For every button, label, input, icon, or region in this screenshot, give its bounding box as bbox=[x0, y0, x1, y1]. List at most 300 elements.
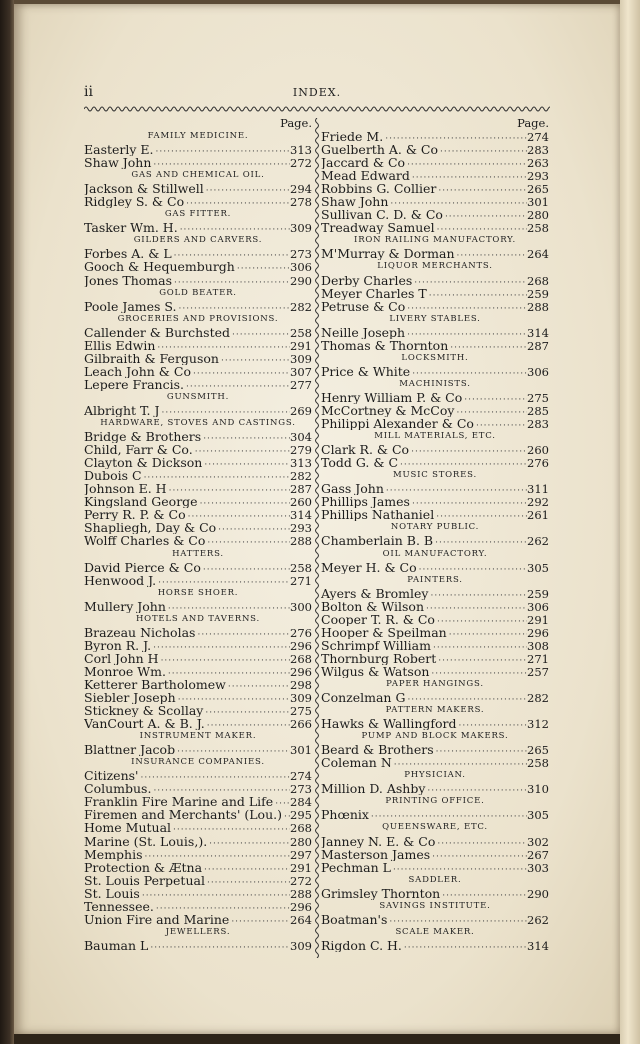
index-entry bbox=[321, 456, 549, 469]
index-entry bbox=[321, 208, 549, 221]
dot-leader bbox=[156, 577, 290, 587]
dot-leader bbox=[155, 342, 290, 352]
dot-leader bbox=[143, 851, 291, 861]
entry-name: VanCourt A. & B. J. bbox=[84, 717, 205, 731]
dot-leader bbox=[454, 407, 527, 417]
entry-name: M'Murray & Dorman bbox=[321, 247, 455, 261]
dot-leader bbox=[178, 224, 290, 234]
entry-name: Shaw John bbox=[84, 156, 152, 170]
entry-name: Stickney & Scollay bbox=[84, 704, 204, 718]
dot-leader bbox=[205, 537, 290, 547]
index-entry bbox=[84, 665, 312, 678]
entry-name: Guelberth A. & Co bbox=[321, 143, 439, 157]
dot-leader bbox=[388, 198, 527, 208]
entry-name: Shaw John bbox=[321, 195, 389, 209]
dot-leader bbox=[428, 590, 527, 600]
entry-name: Clark R. & Co bbox=[321, 443, 410, 457]
index-entry bbox=[321, 587, 549, 600]
entry-name: Dubois C bbox=[84, 469, 142, 483]
entry-name: Ellis Edwin bbox=[84, 338, 156, 352]
entry-name: St. Louis Perpetual bbox=[84, 873, 205, 887]
category-heading: SAVINGS INSTITUTE. bbox=[379, 900, 491, 911]
dot-leader bbox=[226, 681, 290, 691]
entry-name: Philippi Alexander & Co bbox=[321, 417, 474, 431]
entry-name: Siebler Joseph bbox=[84, 691, 176, 705]
category-heading: PAINTERS. bbox=[407, 574, 463, 585]
entry-page-number: 265 bbox=[527, 182, 549, 196]
entry-page-number: 305 bbox=[527, 560, 549, 574]
entry-page-number: 259 bbox=[527, 286, 549, 300]
index-entry bbox=[321, 339, 549, 352]
index-entry bbox=[84, 339, 312, 352]
dot-leader bbox=[429, 668, 527, 678]
index-entry bbox=[84, 430, 312, 443]
dot-leader bbox=[427, 290, 527, 300]
entry-page-number: 303 bbox=[527, 860, 549, 874]
category-heading: HOTELS AND TAVERNS. bbox=[135, 613, 261, 624]
dot-leader bbox=[191, 368, 290, 378]
entry-page-number: 280 bbox=[527, 208, 549, 222]
index-entry bbox=[84, 600, 312, 613]
index-entry bbox=[84, 404, 312, 417]
dot-leader bbox=[410, 368, 527, 378]
dot-leader bbox=[434, 511, 527, 521]
dot-leader bbox=[405, 159, 527, 169]
book-spine-shadow bbox=[0, 0, 14, 1044]
index-entry bbox=[321, 508, 549, 521]
entry-name: Treadway Samuel bbox=[321, 221, 435, 235]
entry-name: Ridgley S. & Co bbox=[84, 195, 185, 209]
entry-page-number: 280 bbox=[290, 834, 312, 848]
entry-name: Todd G. & C bbox=[321, 456, 399, 470]
dot-leader bbox=[405, 329, 527, 339]
dot-leader bbox=[172, 277, 290, 287]
entry-name: Perry R. P. & Co bbox=[84, 508, 186, 522]
entry-page-number: 264 bbox=[290, 912, 312, 926]
entry-page-number: 314 bbox=[527, 325, 549, 339]
index-entry bbox=[84, 574, 312, 587]
index-entry bbox=[321, 756, 549, 769]
index-entry bbox=[321, 613, 549, 626]
index-entry bbox=[84, 887, 312, 900]
entry-page-number: 300 bbox=[290, 599, 312, 613]
entry-page-number: 283 bbox=[527, 143, 549, 157]
entry-page-number: 312 bbox=[527, 717, 549, 731]
index-entries bbox=[84, 130, 312, 952]
entry-page-number: 284 bbox=[290, 795, 312, 809]
category-heading: FAMILY MEDICINE. bbox=[147, 131, 249, 141]
index-entry bbox=[321, 665, 549, 678]
entry-page-number: 295 bbox=[290, 808, 312, 822]
entry-name: Petruse & Co bbox=[321, 299, 406, 313]
entry-page-number: 290 bbox=[527, 886, 549, 900]
dot-leader bbox=[457, 720, 528, 730]
dot-leader bbox=[425, 785, 527, 795]
entry-name: Forbes A. & L bbox=[84, 247, 172, 261]
dot-leader bbox=[438, 146, 527, 156]
dot-leader bbox=[436, 185, 527, 195]
index-entry bbox=[321, 391, 549, 404]
index-entry bbox=[321, 300, 549, 313]
entry-name: Callender & Burchsted bbox=[84, 325, 231, 339]
dot-leader bbox=[398, 459, 527, 469]
index-entry bbox=[321, 443, 549, 456]
category-heading: JEWELLERS. bbox=[165, 926, 231, 937]
entry-page-number: 258 bbox=[290, 560, 312, 574]
index-entry bbox=[321, 417, 549, 430]
dot-leader bbox=[448, 342, 527, 352]
category-heading: MILL MATERIALS, ETC. bbox=[374, 431, 496, 442]
entry-page-number: 296 bbox=[290, 899, 312, 913]
index-entry bbox=[321, 169, 549, 182]
entry-page-number: 282 bbox=[527, 691, 549, 705]
index-entry bbox=[84, 782, 312, 795]
entry-page-number: 276 bbox=[290, 625, 312, 639]
entry-name: Clayton & Dickson bbox=[84, 456, 203, 470]
entry-page-number: 306 bbox=[527, 364, 549, 378]
entry-page-number: 273 bbox=[290, 247, 312, 261]
entry-name: Neille Joseph bbox=[321, 325, 406, 339]
entry-page-number: 260 bbox=[527, 443, 549, 457]
index-entry bbox=[84, 652, 312, 665]
entry-name: Janney N. E. & Co bbox=[321, 834, 436, 848]
index-entry bbox=[84, 913, 312, 926]
entry-page-number: 296 bbox=[290, 664, 312, 678]
index-entry bbox=[84, 156, 312, 169]
entry-name: Henry William P. & Co bbox=[321, 390, 463, 404]
index-entry bbox=[84, 378, 312, 391]
index-entry bbox=[84, 795, 312, 808]
entry-page-number: 258 bbox=[527, 756, 549, 770]
index-entry bbox=[84, 482, 312, 495]
page-number: ii bbox=[84, 84, 93, 100]
entry-page-number: 288 bbox=[527, 299, 549, 313]
index-entry bbox=[84, 626, 312, 639]
entry-name: Gilbraith & Ferguson bbox=[84, 351, 219, 365]
entry-name: Cooper T. R. & Co bbox=[321, 612, 435, 626]
page-header bbox=[84, 84, 550, 104]
category-heading: HARDWARE, STOVES AND CASTINGS. bbox=[100, 418, 296, 429]
entry-page-number: 276 bbox=[527, 456, 549, 470]
entry-name: Coleman N bbox=[321, 756, 392, 770]
dot-leader bbox=[151, 642, 290, 652]
entry-name: Tasker Wm. H. bbox=[84, 221, 178, 235]
dot-leader bbox=[433, 537, 527, 547]
dot-leader bbox=[171, 824, 290, 834]
entry-page-number: 271 bbox=[290, 573, 312, 587]
entry-name: Gass John bbox=[321, 482, 384, 496]
entry-name: Marine (St. Louis,). bbox=[84, 834, 208, 848]
entry-page-number: 291 bbox=[527, 612, 549, 626]
index-entry bbox=[84, 821, 312, 834]
dot-leader bbox=[391, 864, 527, 874]
dot-leader bbox=[195, 629, 290, 639]
entry-page-number: 257 bbox=[527, 664, 549, 678]
index-entry bbox=[84, 260, 312, 273]
entry-page-number: 313 bbox=[290, 143, 312, 157]
entry-page-number: 262 bbox=[527, 912, 549, 926]
index-entry bbox=[84, 534, 312, 547]
dot-leader bbox=[273, 798, 290, 808]
entry-name: Columbus. bbox=[84, 782, 152, 796]
entry-page-number: 301 bbox=[290, 743, 312, 757]
index-entry bbox=[84, 848, 312, 861]
dot-leader bbox=[384, 485, 527, 495]
category-heading: SADDLER. bbox=[408, 874, 462, 885]
index-entry bbox=[84, 221, 312, 234]
dot-leader bbox=[424, 603, 527, 613]
entry-name: Hooper & Speilman bbox=[321, 625, 447, 639]
index-entry bbox=[84, 443, 312, 456]
entry-page-number: 282 bbox=[290, 469, 312, 483]
entry-name: Henwood J. bbox=[84, 573, 157, 587]
dot-leader bbox=[203, 707, 290, 717]
entry-name: Pechman L bbox=[321, 860, 391, 874]
index-entry bbox=[321, 534, 549, 547]
entry-name: Wilgus & Watson bbox=[321, 664, 430, 678]
entry-page-number: 296 bbox=[527, 625, 549, 639]
index-entry bbox=[84, 874, 312, 887]
index-entry bbox=[321, 143, 549, 156]
index-entry bbox=[84, 561, 312, 574]
dot-leader bbox=[409, 446, 527, 456]
entry-page-number: 272 bbox=[290, 873, 312, 887]
index-entry bbox=[84, 326, 312, 339]
dot-leader bbox=[431, 642, 527, 652]
dot-leader bbox=[184, 198, 290, 208]
entry-page-number: 309 bbox=[290, 351, 312, 365]
category-heading: PUMP AND BLOCK MAKERS. bbox=[361, 731, 509, 742]
entry-page-number: 291 bbox=[290, 338, 312, 352]
index-entry bbox=[321, 561, 549, 574]
entry-page-number: 293 bbox=[527, 169, 549, 183]
dot-leader bbox=[140, 890, 290, 900]
entry-name: Jaccard & Co bbox=[321, 156, 406, 170]
entry-name: Bauman L bbox=[84, 938, 149, 952]
dot-leader bbox=[440, 890, 527, 900]
entry-name: Schrimpf William bbox=[321, 638, 431, 652]
category-heading: GROCERIES AND PROVISIONS. bbox=[117, 313, 279, 324]
dot-leader bbox=[405, 694, 527, 704]
dot-leader bbox=[235, 263, 290, 273]
entry-page-number: 298 bbox=[290, 677, 312, 692]
dot-leader bbox=[402, 942, 527, 952]
index-entry bbox=[321, 195, 549, 208]
entry-page-number: 275 bbox=[527, 390, 549, 404]
entry-name: Gooch & Hequemburgh bbox=[84, 260, 235, 274]
dot-leader bbox=[369, 811, 527, 821]
index-entry bbox=[321, 691, 549, 704]
entry-page-number: 279 bbox=[290, 443, 312, 457]
entry-page-number: 305 bbox=[527, 808, 549, 822]
dot-leader bbox=[172, 250, 290, 260]
entry-page-number: 261 bbox=[527, 508, 549, 522]
index-entry bbox=[321, 626, 549, 639]
entry-name: Leach John & Co bbox=[84, 364, 191, 378]
entry-page-number: 287 bbox=[527, 338, 549, 352]
index-entry bbox=[321, 887, 549, 900]
category-heading: INSTRUMENT MAKER. bbox=[139, 731, 257, 742]
category-heading: HATTERS. bbox=[172, 548, 224, 559]
index-entry bbox=[84, 143, 312, 156]
index-entry bbox=[321, 247, 549, 260]
index-entry bbox=[321, 600, 549, 613]
dot-leader bbox=[435, 224, 527, 234]
entry-name: Derby Charles bbox=[321, 273, 413, 287]
entry-name: Mead Edward bbox=[321, 169, 410, 183]
index-entry bbox=[321, 287, 549, 300]
entry-page-number: 308 bbox=[527, 638, 549, 652]
entry-page-number: 260 bbox=[290, 495, 312, 509]
dot-leader bbox=[142, 472, 290, 482]
category-heading: GILDERS AND CARVERS. bbox=[133, 235, 263, 246]
entry-page-number: 274 bbox=[290, 769, 312, 783]
dot-leader bbox=[219, 355, 290, 365]
entry-page-number: 258 bbox=[290, 325, 312, 339]
dot-leader bbox=[387, 916, 527, 926]
dot-leader bbox=[417, 564, 527, 574]
dot-leader bbox=[148, 942, 290, 952]
entry-name: David Pierce & Co bbox=[84, 560, 201, 574]
index-entry bbox=[84, 678, 312, 691]
entry-page-number: 310 bbox=[527, 782, 549, 796]
index-entry bbox=[321, 939, 549, 952]
entry-page-number: 266 bbox=[290, 717, 312, 731]
dot-leader bbox=[474, 420, 527, 430]
entry-page-number: 292 bbox=[527, 495, 549, 509]
entry-page-number: 309 bbox=[290, 221, 312, 235]
entry-name: Protection & Ætna bbox=[84, 860, 203, 874]
dot-leader bbox=[412, 277, 527, 287]
entry-name: McCortney & McCoy bbox=[321, 403, 455, 418]
index-entry bbox=[84, 456, 312, 469]
category-heading: IRON RAILING MANUFACTORY. bbox=[354, 235, 516, 246]
entry-page-number: 301 bbox=[527, 195, 549, 209]
wavy-rule bbox=[84, 104, 550, 114]
entry-page-number: 269 bbox=[290, 403, 312, 418]
entry-name: Jackson & Stillwell bbox=[84, 182, 204, 196]
index-entry bbox=[84, 835, 312, 848]
dot-leader bbox=[202, 459, 290, 469]
dot-leader bbox=[205, 720, 290, 730]
entry-page-number: 297 bbox=[290, 847, 312, 861]
entry-page-number: 294 bbox=[290, 182, 312, 196]
entry-page-number: 288 bbox=[290, 534, 312, 548]
dot-leader bbox=[455, 250, 528, 260]
dot-leader bbox=[205, 877, 290, 887]
entry-name: Ayers & Bromley bbox=[321, 586, 429, 600]
entry-name: Blattner Jacob bbox=[84, 743, 176, 757]
entry-name: Thornburg Robert bbox=[321, 651, 437, 665]
dot-leader bbox=[436, 655, 527, 665]
entry-name: Jones Thomas bbox=[84, 273, 173, 287]
column-page-heading: Page. bbox=[280, 116, 312, 130]
index-entry bbox=[84, 365, 312, 378]
dot-leader bbox=[434, 746, 527, 756]
entry-page-number: 267 bbox=[527, 847, 549, 861]
column-page-heading: Page. bbox=[517, 116, 549, 130]
index-entry bbox=[321, 274, 549, 287]
index-column-left bbox=[84, 116, 312, 952]
index-column-right bbox=[321, 116, 549, 952]
entry-page-number: 304 bbox=[290, 430, 312, 444]
entry-name: Phillips James bbox=[321, 495, 410, 509]
entry-page-number: 288 bbox=[290, 886, 312, 900]
entry-name: Thomas & Thornton bbox=[321, 338, 449, 352]
entry-name: Franklin Fire Marine and Life bbox=[84, 795, 274, 809]
entry-name: Meyer H. & Co bbox=[321, 560, 417, 574]
dot-leader bbox=[229, 916, 290, 926]
index-entry bbox=[84, 808, 312, 821]
entry-name: Phillips Nathaniel bbox=[321, 508, 435, 522]
entry-page-number: 287 bbox=[290, 482, 312, 496]
index-entries bbox=[321, 130, 549, 952]
book-bottom-edge bbox=[14, 1034, 620, 1044]
index-entry bbox=[84, 691, 312, 704]
dot-leader bbox=[405, 303, 527, 313]
dot-leader bbox=[138, 772, 290, 782]
entry-name: Hawks & Wallingford bbox=[321, 717, 457, 731]
entry-page-number: 262 bbox=[527, 534, 549, 548]
category-heading: OIL MANUFACTORY. bbox=[382, 548, 488, 559]
index-entry bbox=[321, 848, 549, 861]
dot-leader bbox=[435, 838, 527, 848]
entry-name: Firemen and Merchants' (Lou.) bbox=[84, 808, 282, 822]
category-heading: MACHINISTS. bbox=[399, 378, 471, 389]
index-entry bbox=[84, 469, 312, 482]
entry-page-number: 309 bbox=[290, 691, 312, 705]
dot-leader bbox=[435, 616, 527, 626]
index-entry bbox=[321, 652, 549, 665]
dot-leader bbox=[430, 851, 527, 861]
entry-page-number: 265 bbox=[527, 743, 549, 757]
index-entry bbox=[321, 835, 549, 848]
index-entry bbox=[84, 495, 312, 508]
index-entry bbox=[84, 352, 312, 365]
entry-page-number: 268 bbox=[290, 651, 312, 665]
entry-name: Million D. Ashby bbox=[321, 782, 426, 796]
entry-name: Masterson James bbox=[321, 847, 431, 861]
category-heading: GUNSMITH. bbox=[166, 391, 230, 402]
entry-page-number: 296 bbox=[290, 638, 312, 652]
entry-page-number: 275 bbox=[290, 704, 312, 718]
dot-leader bbox=[198, 498, 290, 508]
entry-name: Union Fire and Marine bbox=[84, 912, 230, 926]
dot-leader bbox=[443, 211, 527, 221]
index-entry bbox=[321, 808, 549, 821]
entry-name: Robbins G. Collier bbox=[321, 182, 437, 196]
dot-leader bbox=[216, 524, 290, 534]
entry-page-number: 274 bbox=[527, 130, 549, 144]
dot-leader bbox=[201, 564, 290, 574]
entry-page-number: 277 bbox=[290, 377, 312, 391]
entry-page-number: 258 bbox=[527, 221, 549, 235]
entry-name: Home Mutual bbox=[84, 821, 172, 835]
dot-leader bbox=[447, 629, 527, 639]
entry-page-number: 314 bbox=[527, 938, 549, 952]
dot-leader bbox=[154, 146, 291, 156]
entry-name: Chamberlain B. B bbox=[321, 534, 434, 548]
dot-leader bbox=[175, 746, 290, 756]
dot-leader bbox=[159, 655, 290, 665]
index-entry bbox=[321, 156, 549, 169]
entry-name: Byron R. J. bbox=[84, 638, 152, 652]
entry-name: Rigdon C. H. bbox=[321, 938, 402, 952]
entry-name: Grimsley Thornton bbox=[321, 886, 441, 900]
dot-leader bbox=[392, 759, 527, 769]
dot-leader bbox=[410, 498, 527, 508]
dot-leader bbox=[154, 903, 290, 913]
